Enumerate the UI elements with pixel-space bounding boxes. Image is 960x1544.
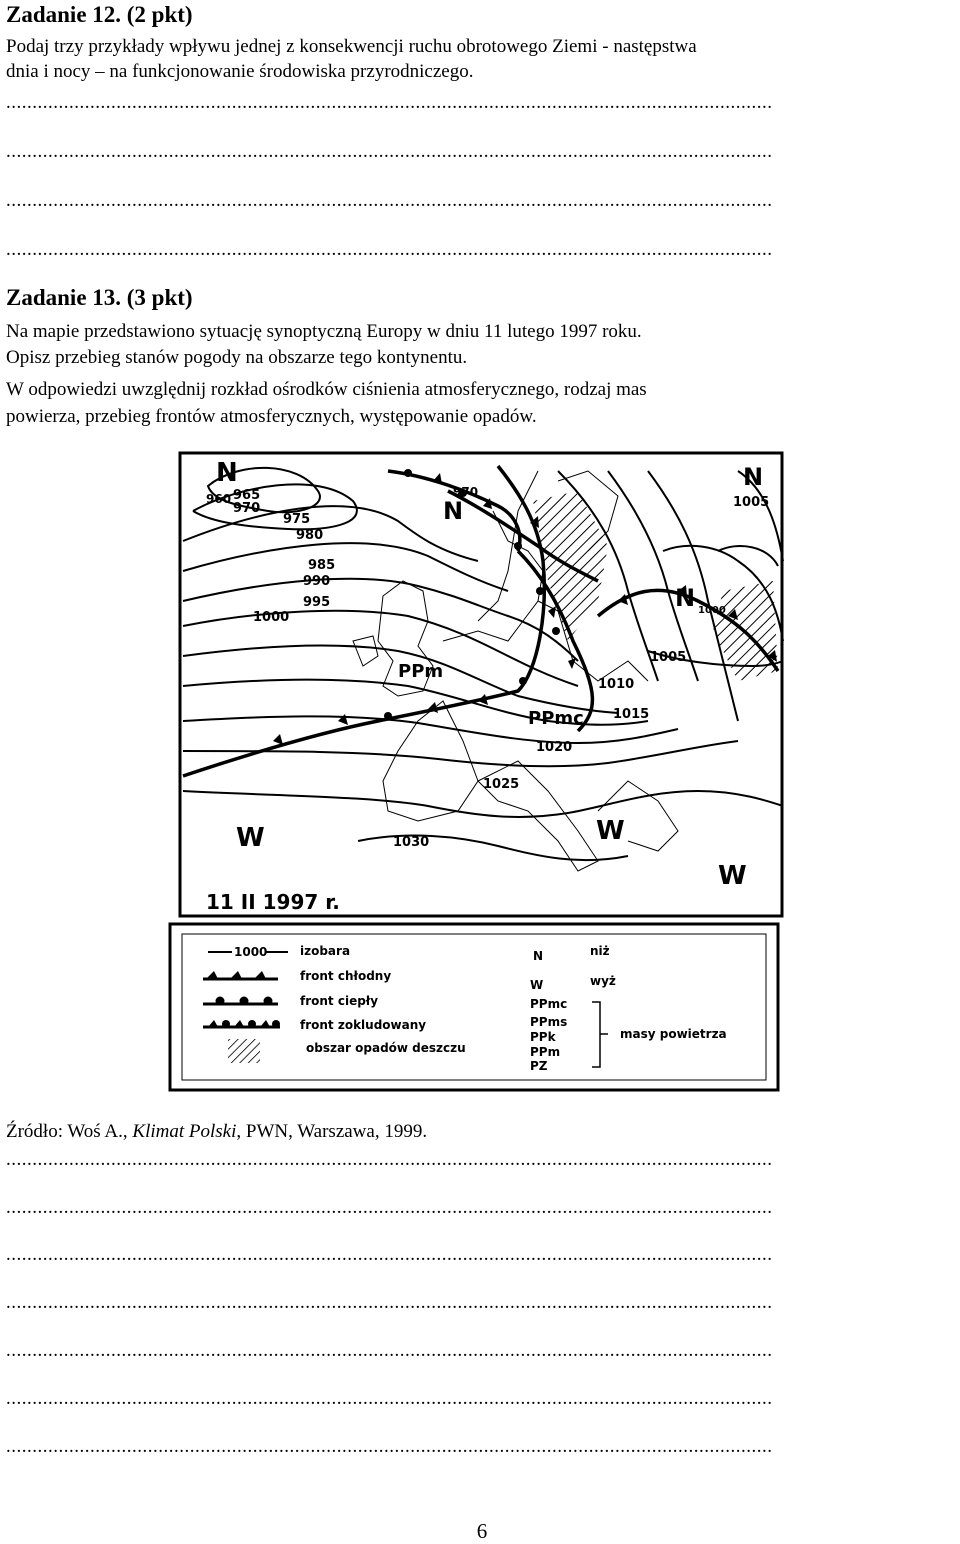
task12-answer-line-1[interactable]: ..................................................................................................................................................: [6, 93, 773, 113]
isobar-label: 1030: [393, 835, 430, 850]
task12-text-line-2: dnia i nocy – na funkcjonowanie środowiska przyrodniczego.: [6, 61, 474, 82]
low-pressure-symbol: N: [216, 458, 238, 488]
low-pressure-symbol: N: [675, 584, 696, 612]
air-mass-label: PPmc: [528, 708, 584, 729]
source-prefix: Źródło: Woś A.,: [6, 1121, 133, 1142]
task13-answer-line-3[interactable]: ..................................................................................................................................................: [6, 1245, 773, 1265]
map-legend: [168, 922, 780, 1092]
isobar-label: 990: [303, 574, 331, 589]
high-pressure-symbol: W: [236, 823, 265, 853]
isobar-label: 1005: [650, 650, 687, 665]
isobar-label: 970: [453, 485, 479, 499]
isobar-label: 1010: [598, 677, 635, 692]
legend-precip-label: obszar opadów deszczu: [306, 1041, 466, 1055]
legend-isobar-value: 1000: [234, 945, 268, 959]
legend-air-mass: PPms: [530, 1015, 568, 1029]
legend-isobar-label: izobara: [300, 944, 351, 958]
source-suffix: , PWN, Warszawa, 1999.: [236, 1121, 428, 1142]
task13-answer-line-7[interactable]: ..................................................................................................................................................: [6, 1437, 773, 1457]
task13-answer-line-1[interactable]: ..................................................................................................................................................: [6, 1150, 773, 1170]
task12-answer-line-2[interactable]: ..................................................................................................................................................: [6, 142, 773, 162]
task13-answer-line-6[interactable]: ..................................................................................................................................................: [6, 1389, 773, 1409]
isobar-label: 975: [283, 512, 311, 527]
legend-occluded-front-label: front zokludowany: [300, 1018, 427, 1032]
page-number: 6: [476, 1519, 488, 1543]
task13-text-line-3: W odpowiedzi uwzględnij rozkład ośrodków ciśnienia atmosferycznego, rodzaj mas: [6, 379, 647, 400]
source-citation: [6, 1121, 427, 1143]
isobar-label: 1020: [536, 740, 573, 755]
task13-text-line-2: Opisz przebieg stanów pogody na obszarze tego kontynentu.: [6, 347, 468, 368]
synoptic-map: [178, 451, 784, 918]
isobar-label: 965: [233, 488, 261, 503]
isobar-label: 995: [303, 595, 331, 610]
isobar-label: 1005: [733, 495, 770, 510]
source-title: Klimat Polski: [132, 1121, 237, 1142]
isobar-label: 1000: [253, 610, 290, 625]
isobar-label: 1025: [483, 777, 520, 792]
map-date: 11 II 1997 r.: [206, 890, 340, 914]
legend-low-label: niż: [590, 944, 610, 958]
high-pressure-symbol: W: [718, 861, 747, 891]
task13-title: Zadanie 13. (3 pkt): [6, 285, 193, 310]
isobar-label: 970: [233, 501, 261, 516]
legend-high-symbol: W: [530, 978, 544, 992]
task12-answer-line-3[interactable]: ..................................................................................................................................................: [6, 191, 773, 211]
isobar-label: 980: [296, 528, 324, 543]
task12-text-line-1: Podaj trzy przykłady wpływu jednej z konsekwencji ruchu obrotowego Ziemi - następstwa: [6, 36, 697, 57]
isobar-label: 1000: [698, 605, 726, 616]
task13-text-line-4: powierza, przebieg frontów atmosferycznych, występowanie opadów.: [6, 406, 537, 427]
legend-air-mass: PPm: [530, 1045, 561, 1059]
isobar-label: 1015: [613, 707, 650, 722]
task13-answer-line-2[interactable]: ..................................................................................................................................................: [6, 1198, 773, 1218]
high-pressure-symbol: W: [596, 816, 625, 846]
air-mass-label: PPm: [398, 661, 444, 682]
legend-cold-front-label: front chłodny: [300, 969, 392, 983]
legend-warm-front-label: front ciepły: [300, 994, 379, 1008]
low-pressure-symbol: N: [443, 497, 464, 525]
task13-text-line-1: Na mapie przedstawiono sytuację synoptyczną Europy w dniu 11 lutego 1997 roku.: [6, 321, 642, 342]
task13-answer-line-4[interactable]: ..................................................................................................................................................: [6, 1293, 773, 1313]
task12-title: Zadanie 12. (2 pkt): [6, 2, 193, 27]
isobar-label: 985: [308, 558, 336, 573]
legend-high-label: wyż: [590, 974, 616, 988]
legend-air-masses-label: masy powietrza: [620, 1027, 727, 1041]
isobar-label: 960: [206, 492, 232, 506]
legend-low-symbol: N: [533, 949, 544, 963]
task13-answer-line-5[interactable]: ..................................................................................................................................................: [6, 1341, 773, 1361]
low-pressure-symbol: N: [743, 463, 764, 491]
legend-air-mass: PZ: [530, 1059, 548, 1073]
task12-answer-line-4[interactable]: ..................................................................................................................................................: [6, 240, 773, 260]
legend-air-mass: PPk: [530, 1030, 556, 1044]
legend-air-mass: PPmc: [530, 997, 568, 1011]
